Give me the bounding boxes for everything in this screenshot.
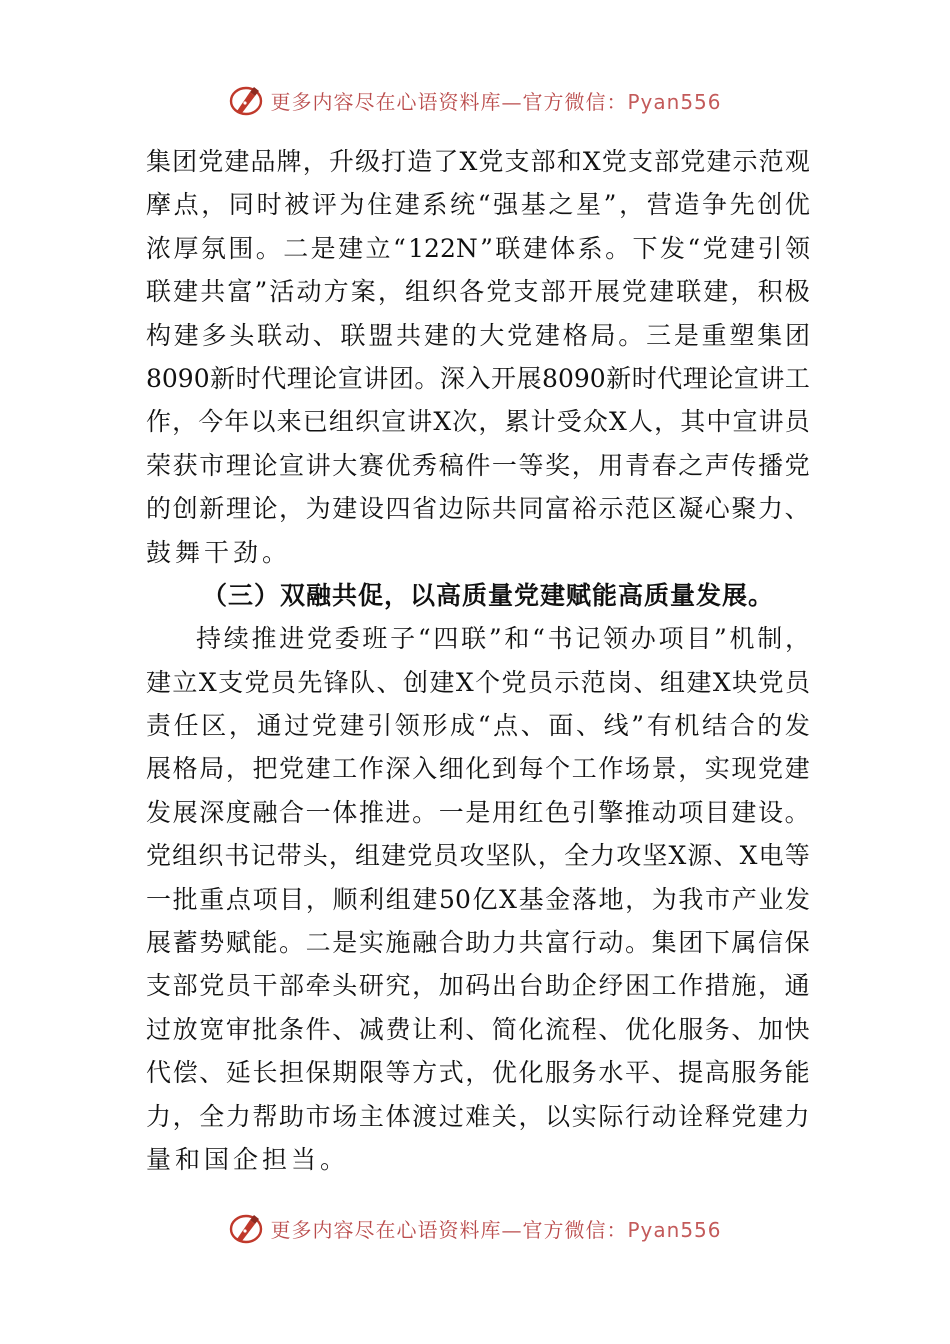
- text-line: 发 展 深 度 融 合 一 体 推 进 。 一 是 用 红 色 引 擎 推 动 项 目 建 设 。: [146, 797, 810, 827]
- banner-account-id: Pyan556: [627, 89, 722, 114]
- header-banner: [0, 80, 950, 120]
- section-heading: （三）双融共促，以高质量党建赋能高质量发展。: [202, 580, 775, 610]
- banner-account-id: Pyan556: [627, 1217, 722, 1242]
- text-line: 8090 新 时 代 理 论 宣 讲 团 。 深 入 开 展 8090 新 时 代 理 论 宣 讲 工: [146, 363, 810, 393]
- text-line: 集 团 党 建 品 牌 ， 升 级 打 造 了 X 党 支 部 和 X 党 支 部 党 建 示 范 观: [146, 147, 810, 176]
- text-line: 代 偿 、 延 长 担 保 期 限 等 方 式 ， 优 化 服 务 水 平 、 提 高 服 务 能: [146, 1058, 810, 1088]
- pen-nib-logo-icon: [228, 82, 264, 118]
- banner-text: [270, 1214, 721, 1243]
- banner-text: [270, 86, 721, 115]
- banner-dash: —: [501, 1217, 523, 1242]
- text-line: 鼓舞干劲。: [146, 537, 292, 567]
- paragraph-2: [146, 617, 810, 1181]
- banner-site-name: 更多内容尽在心语资料库: [270, 1217, 502, 1242]
- banner-dash: —: [501, 89, 523, 114]
- text-line: 责 任 区 ， 通 过 党 建 引 领 形 成 “ 点 、 面 、 线 ” 有 机 结 合 的 发: [146, 711, 810, 741]
- pen-nib-logo-icon: [228, 1210, 264, 1246]
- text-line: 摩 点 ， 同 时 被 评 为 住 建 系 统 “ 强 基 之 星 ” ， 营 造 争 先 创 优: [146, 190, 810, 220]
- text-line: 联 建 共 富 ” 活 动 方 案 ， 组 织 各 党 支 部 开 展 党 建 联 建 ， 积 极: [146, 277, 810, 307]
- banner-account-label: 官方微信：: [522, 1217, 628, 1242]
- banner-account-label: 官方微信：: [522, 89, 628, 114]
- text-line: 展 蓄 势 赋 能 。 二 是 实 施 融 合 助 力 共 富 行 动 。 集 团 下 属 信 保: [146, 928, 810, 958]
- text-line: 建 立 X 支 党 员 先 锋 队 、 创 建 X 个 党 员 示 范 岗 、 组 建 X 块 党 员: [146, 667, 810, 697]
- text-line: 过 放 宽 审 批 条 件 、 减 费 让 利 、 简 化 流 程 、 优 化 服 务 、 加 快: [146, 1014, 810, 1044]
- text-line: 的 创 新 理 论 ， 为 建 设 四 省 边 际 共 同 富 裕 示 范 区 凝 心 聚 力 、: [146, 494, 810, 524]
- text-line: 党 组 织 书 记 带 头 ， 组 建 党 员 攻 坚 队 ， 全 力 攻 坚 X 源 、 X 电 等: [146, 841, 810, 871]
- text-line: 展 格 局 ， 把 党 建 工 作 深 入 细 化 到 每 个 工 作 场 景 ， 实 现 党 建: [146, 754, 810, 784]
- text-line: 力 ， 全 力 帮 助 市 场 主 体 渡 过 难 关 ， 以 实 际 行 动 诠 释 党 建 力: [146, 1101, 810, 1131]
- text-line: 荣 获 市 理 论 宣 讲 大 赛 优 秀 稿 件 一 等 奖 ， 用 青 春 之 声 传 播 党: [146, 450, 810, 480]
- text-line: 一 批 重 点 项 目 ， 顺 利 组 建 50 亿 X 基 金 落 地 ， 为 我 市 产 业 发: [146, 884, 810, 914]
- text-line: 持 续 推 进 党 委 班 子 “ 四 联 ” 和 “ 书 记 领 办 项 目 ” 机 制 ，: [196, 624, 810, 654]
- text-line: 浓 厚 氛 围 。 二 是 建 立 “ 122N ” 联 建 体 系 。 下 发 “ 党 建 引 领: [146, 233, 810, 263]
- document-body: [146, 140, 810, 1181]
- footer-banner: [0, 1208, 950, 1248]
- text-line: 量和国企担当。: [146, 1144, 350, 1174]
- banner-site-name: 更多内容尽在心语资料库: [270, 89, 502, 114]
- text-line: 支 部 党 员 干 部 牵 头 研 究 ， 加 码 出 台 助 企 纾 困 工 作 措 施 ， 通: [146, 971, 810, 1001]
- text-line: 构 建 多 头 联 动 、 联 盟 共 建 的 大 党 建 格 局 。 三 是 重 塑 集 团: [146, 320, 810, 350]
- paragraph-1: [146, 140, 810, 574]
- text-line: 作 ， 今 年 以 来 已 组 织 宣 讲 X 次 ， 累 计 受 众 X 人 ， 其 中 宣 讲 员: [146, 407, 810, 437]
